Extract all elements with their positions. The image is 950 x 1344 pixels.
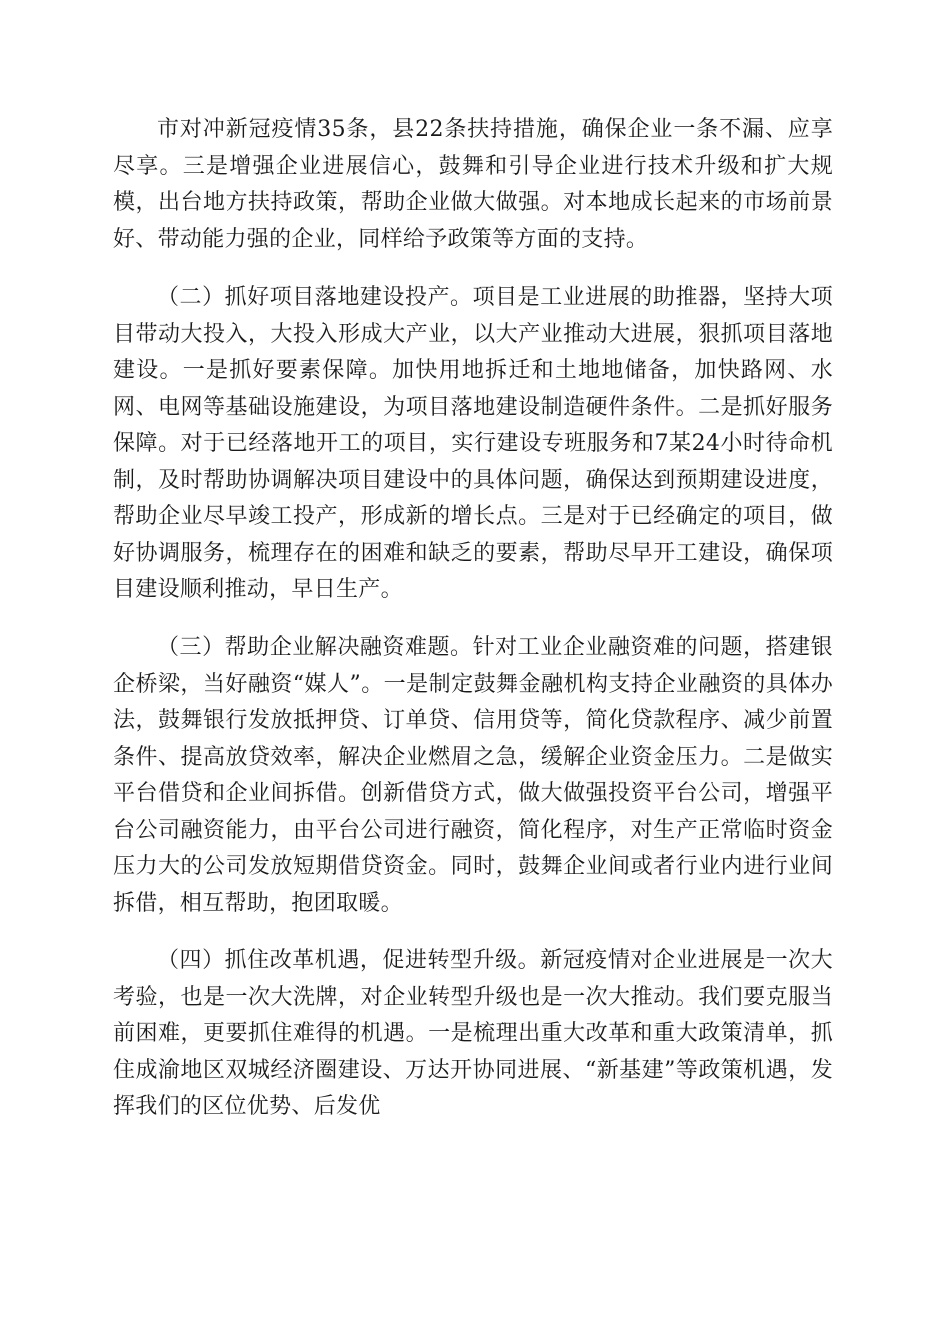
paragraph-project-construction: （二）抓好项目落地建设投产。项目是工业进展的助推器，坚持大项目带动大投入，大投入形成大产业，以大产业推动大进展，狠抓项目落地建设。一是抓好要素保障。加快用地拆迁和土地地储备，加快路网、水网、电网等基础设施建设，为项目落地建设制造硬件条件。二是抓好服务保障。对于已经落地开工的项目，实行建设专班服务和7某24小时待命机制，及时帮助协调解决项目建设中的具体问题，确保达到预期建设进度，帮助企业尽早竣工投产，形成新的增长点。三是对于已经确定的项目，做好协调服务，梳理存在的困难和缺乏的要素，帮助尽早开工建设，确保项目建设顺利推动，早日生产。 <box>113 285 833 602</box>
paragraph-financing: （三）帮助企业解决融资难题。针对工业企业融资难的问题，搭建银企桥梁，当好融资“媒人”。一是制定鼓舞金融机构支持企业融资的具体办法，鼓舞银行发放抵押贷、订单贷、信用贷等，简化贷款程序、减少前置条件、提高放贷效率，解决企业燃眉之急，缓解企业资金压力。二是做实平台借贷和企业间拆借。创新借贷方式，做大做强投资平台公司，增强平台公司融资能力，由平台公司进行融资，简化程序，对生产正常临时资金压力大的公司发放短期借贷资金。同时，鼓舞企业间或者行业内进行业间拆借，相互帮助，抱团取暖。 <box>113 635 833 916</box>
paragraph-measures: 市对冲新冠疫情35条，县22条扶持措施，确保企业一条不漏、应享尽享。三是增强企业进展信心，鼓舞和引导企业进行技术升级和扩大规模，出台地方扶持政策，帮助企业做大做强。对本地成长起来的市场前景好、带动能力强的企业，同样给予政策等方面的支持。 <box>113 117 833 252</box>
paragraph-reform: （四）抓住改革机遇，促进转型升级。新冠疫情对企业进展是一次大考验，也是一次大洗牌，对企业转型升级也是一次大推动。我们要克服当前困难，更要抓住难得的机遇。一是梳理出重大改革和重大政策清单，抓住成渝地区双城经济圈建设、万达开协同进展、“新基建”等政策机遇，发挥我们的区位优势、后发优 <box>113 948 833 1119</box>
